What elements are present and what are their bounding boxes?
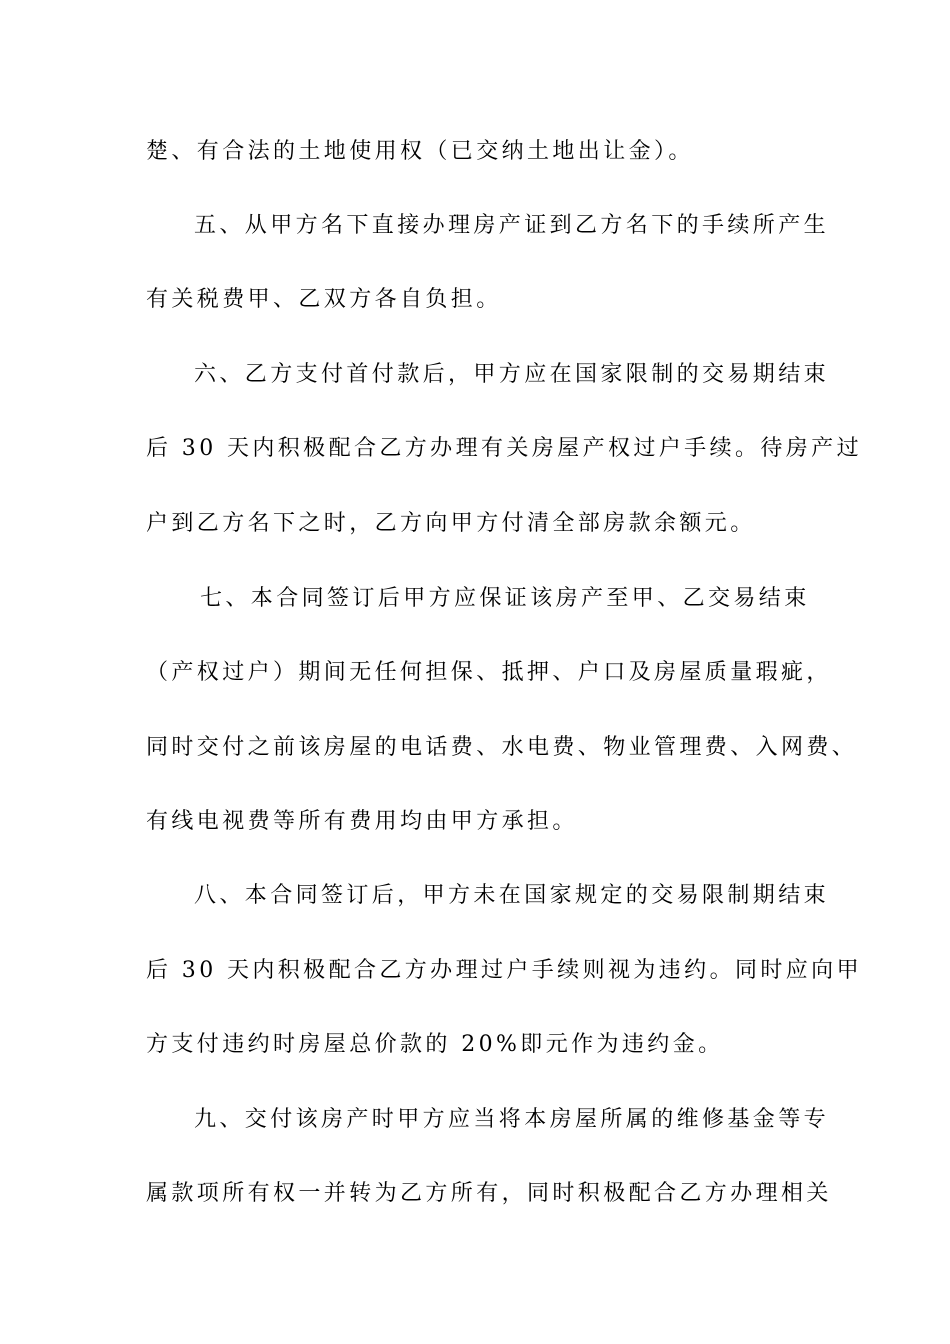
clause-9-line-1: 九、交付该房产时甲方应当将本房屋所属的维修基金等专 <box>194 1107 830 1132</box>
clause-9-line-2: 属款项所有权一并转为乙方所有，同时积极配合乙方办理相关 <box>146 1181 832 1206</box>
clause-6-line-2: 后 30 天内积极配合乙方办理有关房屋产权过户手续。待房产过 <box>146 436 862 461</box>
clause-8-line-3: 方支付违约时房屋总价款的 20%即元作为违约金。 <box>146 1032 724 1057</box>
clause-6-line-1: 六、乙方支付首付款后，甲方应在国家限制的交易期结束 <box>194 362 830 387</box>
clause-7-line-4: 有线电视费等所有费用均由甲方承担。 <box>146 809 578 834</box>
clause-7-line-3: 同时交付之前该房屋的电话费、水电费、物业管理费、入网费、 <box>146 735 858 760</box>
clause-7-line-2: （产权过户）期间无任何担保、抵押、户口及房屋质量瑕疵， <box>146 660 832 685</box>
clause-5-line-2: 有关税费甲、乙双方各自负担。 <box>146 287 502 312</box>
clause-7-line-1: 七、本合同签订后甲方应保证该房产至甲、乙交易结束 <box>200 586 810 611</box>
clause-8-line-2: 后 30 天内积极配合乙方办理过户手续则视为违约。同时应向甲 <box>146 958 862 983</box>
clause-6-line-3: 户到乙方名下之时，乙方向甲方付清全部房款余额元。 <box>146 511 756 536</box>
clause-8-line-1: 八、本合同签订后，甲方未在国家规定的交易限制期结束 <box>194 883 830 908</box>
text-line-1: 楚、有合法的土地使用权（已交纳土地出让金）。 <box>146 139 694 164</box>
clause-5-line-1: 五、从甲方名下直接办理房产证到乙方名下的手续所产生 <box>194 213 830 238</box>
